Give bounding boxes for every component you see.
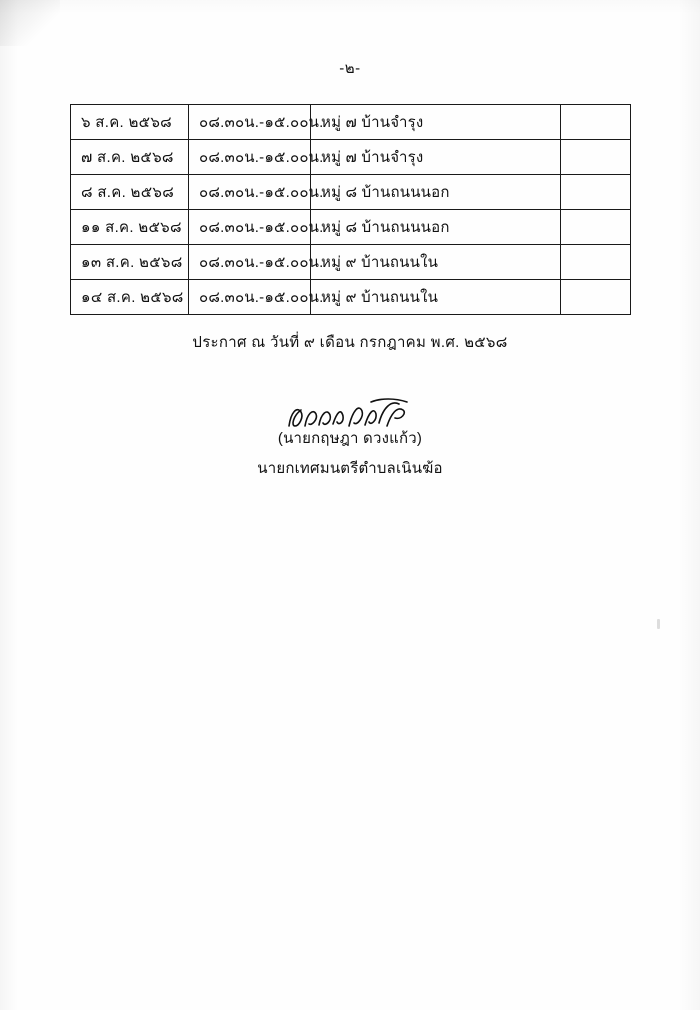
cell-note <box>561 105 631 140</box>
cell-place: หมู่ ๘ บ้านถนนนอก <box>311 210 561 245</box>
table-row <box>71 175 631 210</box>
cell-time: ๐๘.๓๐น.-๑๕.๐๐น. <box>189 280 311 315</box>
cell-place: หมู่ ๙ บ้านถนนใน <box>311 280 561 315</box>
cell-time: ๐๘.๓๐น.-๑๕.๐๐น. <box>189 105 311 140</box>
cell-place: หมู่ ๗ บ้านจำรุง <box>311 105 561 140</box>
cell-note <box>561 245 631 280</box>
announcement-date-line: ประกาศ ณ วันที่ ๙ เดือน กรกฎาคม พ.ศ. ๒๕๖๘ <box>192 334 508 351</box>
cell-time: ๐๘.๓๐น.-๑๕.๐๐น. <box>189 140 311 175</box>
cell-note <box>561 280 631 315</box>
page-number: -๒- <box>339 60 361 77</box>
cell-time: ๐๘.๓๐น.-๑๕.๐๐น. <box>189 210 311 245</box>
cell-time: ๐๘.๓๐น.-๑๕.๐๐น. <box>189 175 311 210</box>
schedule-table <box>70 104 631 315</box>
signer-title: นายกเทศมนตรีตำบลเนินฆ้อ <box>257 460 443 477</box>
table-row <box>71 105 631 140</box>
cell-time: ๐๘.๓๐น.-๑๕.๐๐น. <box>189 245 311 280</box>
cell-note <box>561 175 631 210</box>
cell-date: ๗ ส.ค. ๒๕๖๘ <box>71 140 189 175</box>
cell-date: ๑๓ ส.ค. ๒๕๖๘ <box>71 245 189 280</box>
signer-name: (นายกฤษฎา ดวงแก้ว) <box>277 430 423 447</box>
scan-corner-shadow <box>0 0 60 46</box>
cell-date: ๘ ส.ค. ๒๕๖๘ <box>71 175 189 210</box>
table-row <box>71 280 631 315</box>
cell-date: ๑๑ ส.ค. ๒๕๖๘ <box>71 210 189 245</box>
cell-place: หมู่ ๙ บ้านถนนใน <box>311 245 561 280</box>
cell-note <box>561 210 631 245</box>
table-row <box>71 140 631 175</box>
signature-block <box>0 398 700 480</box>
table-row <box>71 245 631 280</box>
cell-note <box>561 140 631 175</box>
cell-place: หมู่ ๗ บ้านจำรุง <box>311 140 561 175</box>
scan-artifact-speck <box>657 619 660 629</box>
table-row <box>71 210 631 245</box>
cell-date: ๑๔ ส.ค. ๒๕๖๘ <box>71 280 189 315</box>
cell-date: ๖ ส.ค. ๒๕๖๘ <box>71 105 189 140</box>
cell-place: หมู่ ๘ บ้านถนนนอก <box>311 175 561 210</box>
